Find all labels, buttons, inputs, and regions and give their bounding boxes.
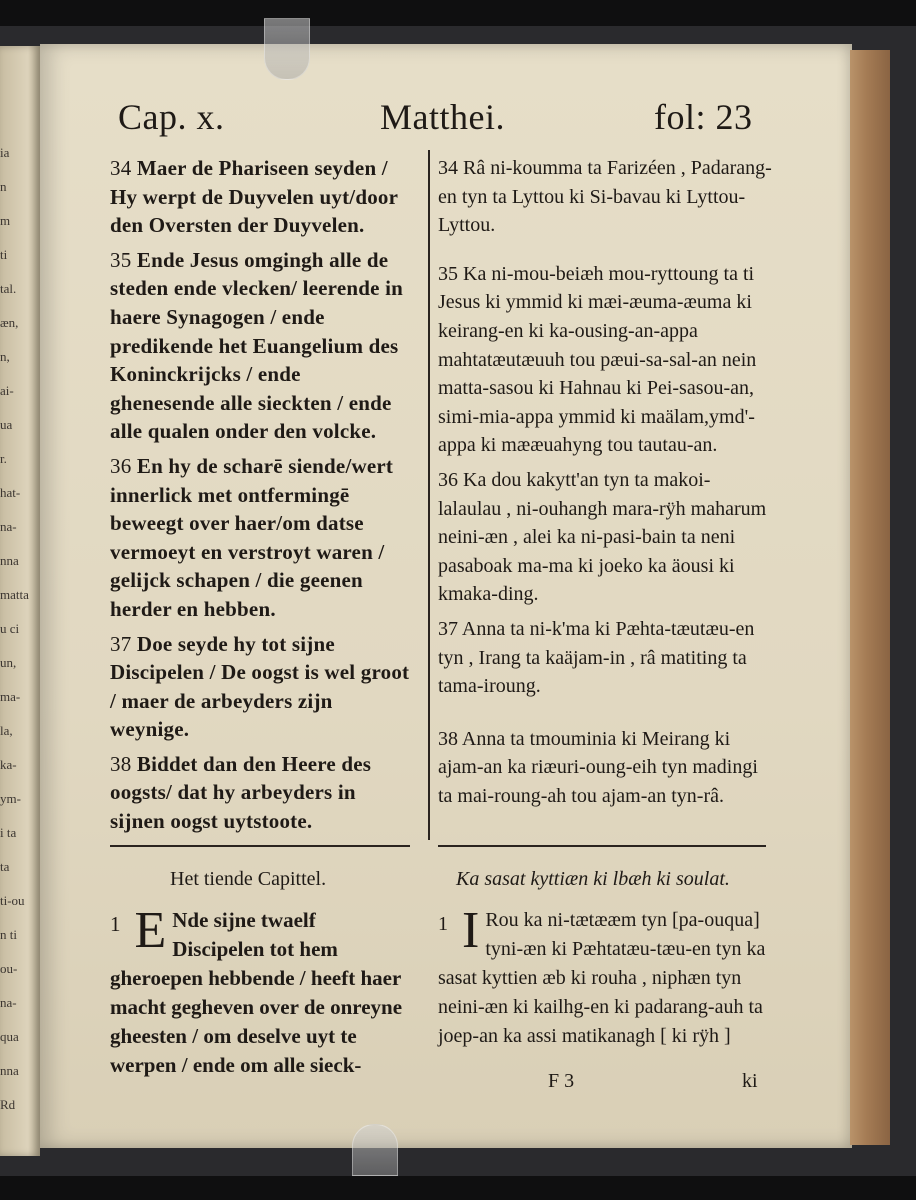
formosan-verse-38: 38 Anna ta tmouminia ki Meirang ki ajam-an ka riæuri-oung-eih tyn madingi ta mai-roung-ah tou ajam-an tyn-râ. [438, 727, 758, 807]
formosan-verse-37: 37 Anna ta ni-k'ma ki Pæhta-tæutæu-en tyn , Irang ta kaäjam-in , râ matiting ta tama-iroung. [438, 617, 755, 698]
book-title: Matthei. [380, 97, 505, 137]
formosan-verse-34: 34 Râ ni-koumma ta Farizéen , Padarang-en tyn ta Lyttou ki Si-bavau ki Lyttou-Lyttou. [438, 157, 772, 237]
facing-page-fragment: matta [0, 587, 29, 602]
dutch-verse-36: 36 En hy de scharē siende/wert innerlick met ontfermingē beweegt over haer/om datse vermoeyt en verstroyt waren / gelijck schapen / die geenen herder en hebben. [110, 453, 394, 621]
facing-page-fragment: na- [0, 995, 17, 1010]
section-rule-right [438, 845, 766, 847]
facing-page-fragment: æn, [0, 315, 19, 330]
folio-number: fol: 23 [654, 97, 753, 137]
page-edges [850, 50, 890, 1145]
dutch-chapter-verse-1: 1 E Nde sijne twaelf Discipelen tot hem gheroepen hebbende / heeft haer macht gegheven over de onreyne gheesten / om deselve uyt te werpen / ende om alle sieck- [110, 902, 403, 1077]
facing-page-fragment: un, [0, 655, 17, 670]
facing-page-edge [0, 46, 40, 1156]
facing-page-fragment: ta [0, 859, 10, 874]
facing-page-fragment: nna [0, 553, 19, 568]
facing-page-fragment: ma- [0, 689, 21, 704]
facing-page-fragment: ua [0, 417, 13, 432]
dutch-verse-38: 38 Biddet dan den Heere des oogsts/ dat hy arbeyders in sijnen oogst uytstoote. [110, 751, 372, 834]
dutch-verse-35: 35 Ende Jesus omgingh alle de steden ende vlecken/ leerende in haere Synagogen / ende predikende het Euangelium des Koninckrijcks / ende ghenesende alle sieckten / ende alle qualen onder den volcke. [110, 247, 403, 444]
chapter-label: Cap. x. [118, 97, 225, 137]
facing-page-fragment: tal. [0, 281, 17, 296]
facing-page-fragment: n ti [0, 927, 17, 942]
facing-page-fragment: qua [0, 1029, 19, 1044]
facing-page-fragment: nna [0, 1063, 19, 1078]
facing-page-fragment: u ci [0, 621, 20, 636]
facing-page-fragment: ti [0, 247, 8, 262]
facing-page-fragment: la, [0, 723, 13, 738]
dutch-column [110, 154, 410, 836]
facing-page-fragment: n, [0, 349, 10, 364]
formosan-column [438, 154, 772, 810]
formosan-verse-35: 35 Ka ni-mou-beiæh mou-ryttoung ta ti Jesus ki ymmid ki mæi-æuma-æuma ki keirang-en ki ka-ousing-an-appa mahtatæutæuuh tou pæui-sa-sal-an nein matta-sasou ki Hahnau ki Pei-sasou-an, simi-mia-appa ymmid ki maälam,ymd'-appa ki mææuahyng tou tautau-an. [438, 262, 757, 457]
dutch-verse-34: 34 Maer de Phariseen seyden / Hy werpt de Duyvelen uyt/door den Oversten der Duyvelen. [110, 156, 398, 238]
facing-page-fragment: hat- [0, 485, 21, 500]
facing-page-fragment: n [0, 179, 7, 194]
facing-page-fragment: i ta [0, 825, 17, 840]
dutch-chapter-heading: Het tiende Capittel. [170, 868, 327, 890]
dutch-dropcap: E [134, 902, 167, 959]
book-clip-bottom [352, 1124, 398, 1176]
formosan-chapter-heading: Ka sasat kyttiæn ki lbæh ki soulat. [456, 868, 730, 890]
facing-page-fragment: Rd [0, 1097, 16, 1112]
facing-page-fragment: ka- [0, 757, 17, 772]
facing-page-fragment: m [0, 213, 11, 228]
dutch-verse-37: 37 Doe seyde hy tot sijne Discipelen / De oogst is wel groot / maer de arbeyders zijn weynige. [110, 631, 410, 742]
facing-page-fragment: ou- [0, 961, 18, 976]
column-divider [428, 150, 430, 840]
signature-mark: F 3 [548, 1070, 575, 1092]
facing-page-fragment: r. [0, 451, 7, 466]
catchword: ki [742, 1070, 758, 1092]
facing-page-fragment: ti-ou [0, 893, 25, 908]
facing-page-fragment: ym- [0, 791, 21, 806]
section-rule-left [110, 845, 410, 847]
book-clip-top [264, 18, 310, 80]
facing-page-fragment: ai- [0, 383, 14, 398]
facing-page-fragment: ia [0, 145, 10, 160]
facing-page-fragment: na- [0, 519, 17, 534]
formosan-verse-36: 36 Ka dou kakytt'an tyn ta makoi-lalaulau , ni-ouhangh mara-rÿh maharum neini-æn , alei ka ni-pasi-bain ta neni pasaboak ma-ma ki joeko ka äousi ki kmaka-ding. [438, 468, 767, 606]
formosan-dropcap: I [462, 902, 480, 959]
formosan-chapter-verse-1: 1 I Rou ka ni-tætææm tyn [pa-ouqua] tyni-æn ki Pæhtatæu-tæu-en tyn ka sasat kyttien æb ki rouha , niphæn tyn neini-æn ki kailhg-en ki padarang-auh ta joep-an ka assi matikanagh [ ki rÿh ] [438, 902, 766, 1047]
